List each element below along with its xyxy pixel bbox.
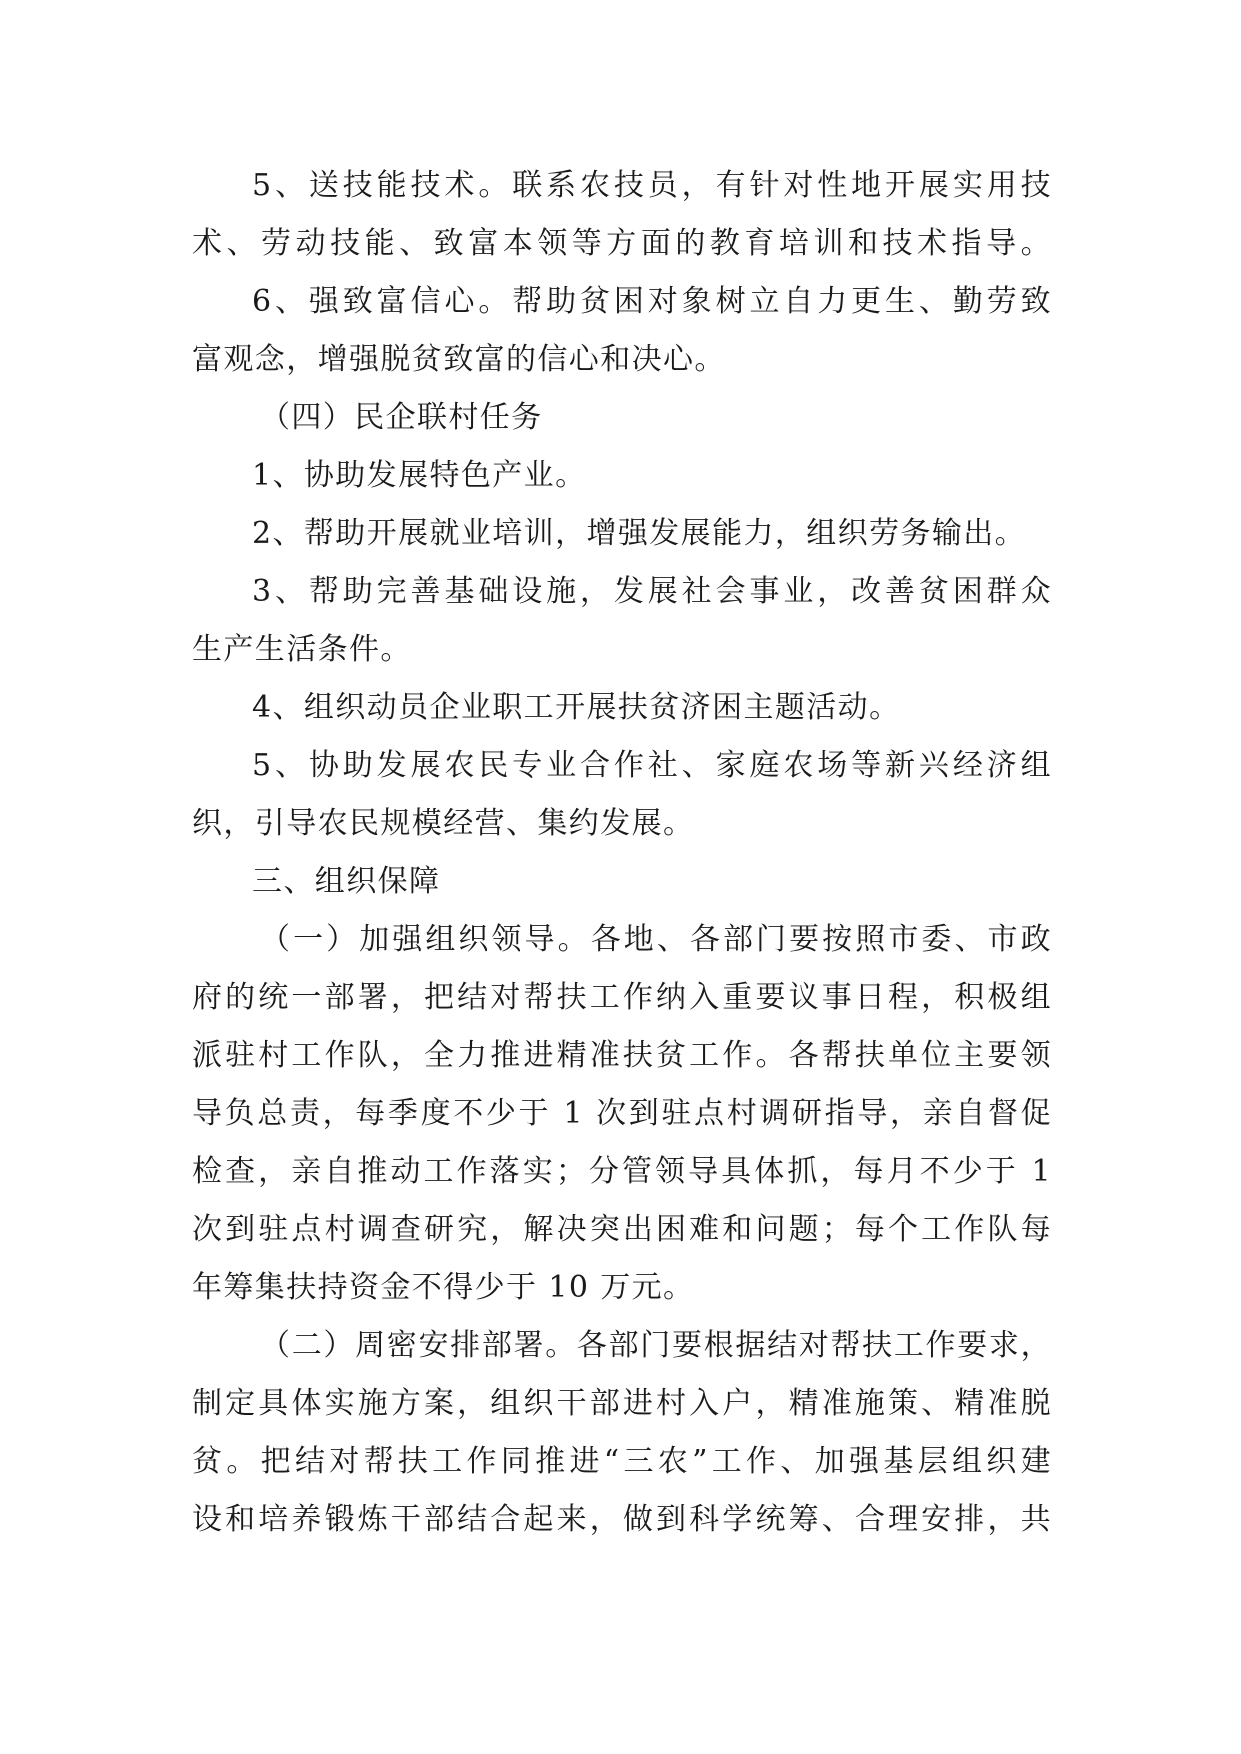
- list-item: 3、帮助完善基础设施，发展社会事业，改善贫困群众: [252, 574, 1052, 609]
- paragraph-line: 织，引导农民规模经营、集约发展。: [192, 806, 695, 841]
- paragraph-line: （一）加强组织领导。各地、各部门要按照市委、市政: [260, 922, 1052, 957]
- paragraph-line: 年筹集扶持资金不得少于 10 万元。: [192, 1270, 695, 1305]
- paragraph-line: 府的统一部署，把结对帮扶工作纳入重要议事日程，积极组: [192, 980, 1052, 1015]
- section-heading: 三、组织保障: [252, 864, 441, 899]
- section-heading: （四）民企联村任务: [260, 400, 543, 435]
- list-item: 2、帮助开展就业培训，增强发展能力，组织劳务输出。: [252, 516, 1027, 551]
- paragraph-line: 检查，亲自推动工作落实；分管领导具体抓，每月不少于 1: [192, 1154, 1052, 1189]
- list-item: 5、协助发展农民专业合作社、家庭农场等新兴经济组: [252, 748, 1052, 783]
- paragraph-line: （二）周密安排部署。各部门要根据结对帮扶工作要求，: [260, 1328, 1052, 1363]
- paragraph-line: 设和培养锻炼干部结合起来，做到科学统筹、合理安排，共: [192, 1502, 1052, 1537]
- paragraph-line: 术、劳动技能、致富本领等方面的教育培训和技术指导。: [192, 226, 1052, 261]
- paragraph-line: 6、强致富信心。帮助贫困对象树立自力更生、勤劳致: [252, 284, 1052, 319]
- list-item: 1、协助发展特色产业。: [252, 458, 587, 493]
- paragraph-line: 富观念，增强脱贫致富的信心和决心。: [192, 342, 726, 377]
- paragraph-line: 生产生活条件。: [192, 632, 412, 667]
- document-body: [192, 157, 1052, 1549]
- paragraph-line: 次到驻点村调查研究，解决突出困难和问题；每个工作队每: [192, 1212, 1052, 1247]
- paragraph-line: 导负总责，每季度不少于 1 次到驻点村调研指导，亲自督促: [192, 1096, 1052, 1131]
- paragraph-line: 5、送技能技术。联系农技员，有针对性地开展实用技: [252, 168, 1052, 203]
- paragraph-line: 派驻村工作队，全力推进精准扶贫工作。各帮扶单位主要领: [192, 1038, 1052, 1073]
- paragraph-line: 贫。把结对帮扶工作同推进“三农”工作、加强基层组织建: [192, 1444, 1052, 1479]
- paragraph-line: 制定具体实施方案，组织干部进村入户，精准施策、精准脱: [192, 1386, 1052, 1421]
- list-item: 4、组织动员企业职工开展扶贫济困主题活动。: [252, 690, 901, 725]
